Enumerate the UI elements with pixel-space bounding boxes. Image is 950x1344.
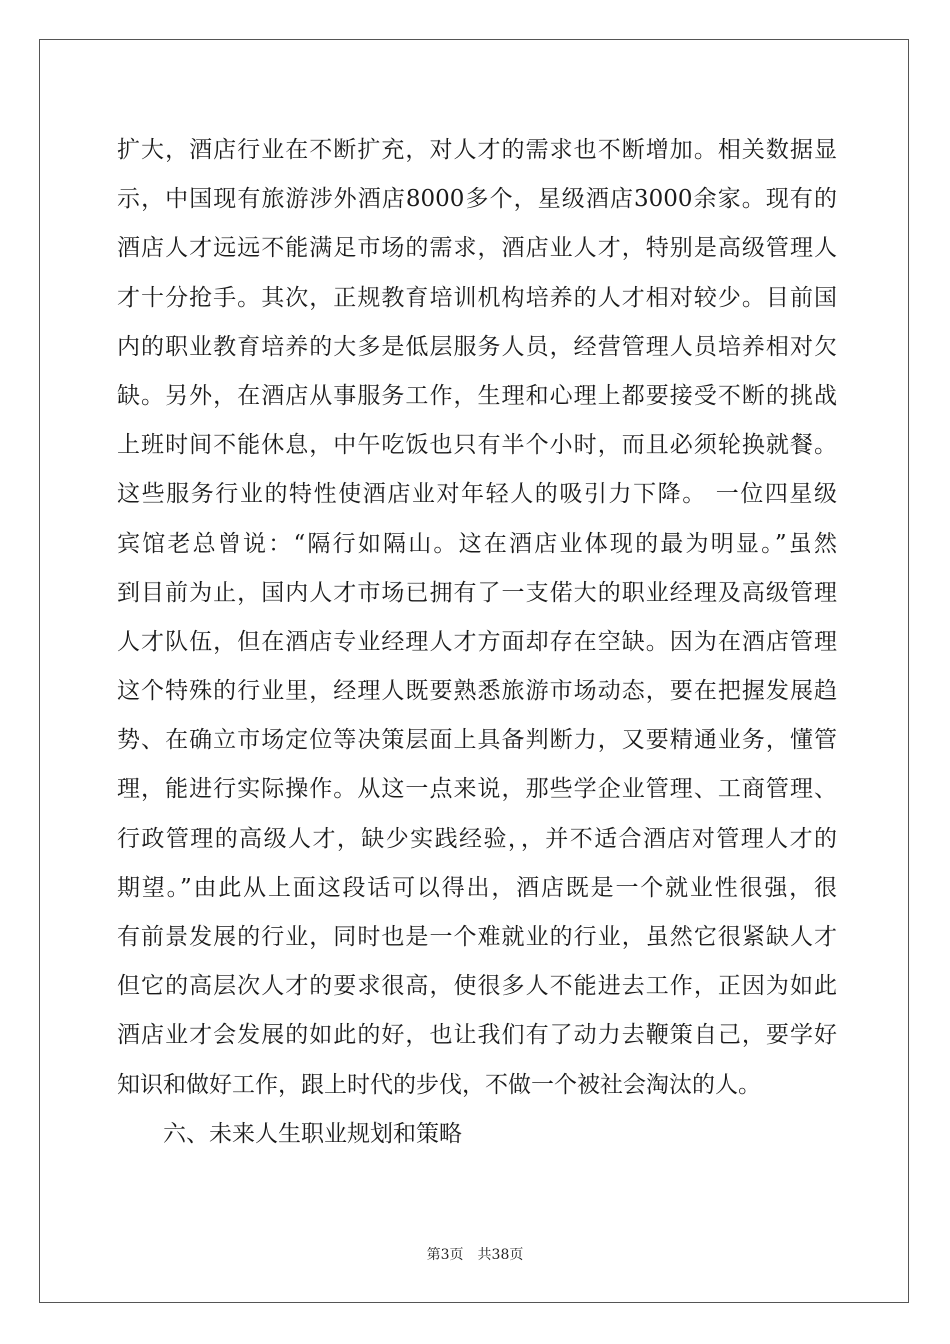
text-line: 酒店业才会发展的如此的好，也让我们有了动力去鞭策自己，要学好 [117,1022,837,1049]
text-line: 期望。”由此从上面这段话可以得出，酒店既是一个就业性很强，很 [117,874,837,901]
text-line: 上班时间不能休息，中午吃饭也只有半个小时，而且必须轮换就餐。 [117,432,837,459]
text-line: 理，能进行实际操作。从这一点来说，那些学企业管理、工商管理、 [117,776,837,803]
text-line-last: 知识和做好工作，跟上时代的步伐，不做一个被社会淘汰的人。 [117,1071,761,1098]
page-number-footer: 第3页 共38页 [426,1247,524,1263]
text-line: 才十分抢手。其次，正规教育培训机构培养的人才相对较少。目前国 [117,284,837,311]
text-line: 到目前为止，国内人才市场已拥有了一支偌大的职业经理及高级管理 [117,579,837,606]
text-line: 人才队伍，但在酒店专业经理人才方面却存在空缺。因为在酒店管理 [117,628,837,655]
text-line: 扩大，酒店行业在不断扩充，对人才的需求也不断增加。相关数据显 [117,137,837,163]
text-line: 内的职业教育培养的大多是低层服务人员，经营管理人员培养相对欠 [117,333,837,360]
text-line: 宾馆老总曾说：“隔行如隔山。这在酒店业体现的最为明显。”虽然 [117,530,837,557]
document-body [117,126,837,1159]
text-line: 这个特殊的行业里，经理人既要熟悉旅游市场动态，要在把握发展趋 [117,678,837,705]
text-line: 示，中国现有旅游涉外酒店8000多个，星级酒店3000余家。现有的 [117,186,837,213]
text-line: 缺。另外，在酒店从事服务工作，生理和心理上都要接受不断的挑战 [117,382,837,409]
text-line: 但它的高层次人才的要求很高，使很多人不能进去工作，正因为如此 [117,973,837,1000]
text-line: 势、在确立市场定位等决策层面上具备判断力，又要精通业务，懂管 [117,727,837,754]
text-line: 这些服务行业的特性使酒店业对年轻人的吸引力下降。 一位四星级 [117,481,837,508]
text-line: 行政管理的高级人才，缺少实践经验，，并不适合酒店对管理人才的 [117,825,837,852]
section-heading: 六、未来人生职业规划和策略 [163,1120,462,1147]
text-line: 有前景发展的行业，同时也是一个难就业的行业，虽然它很紧缺人才 [117,924,837,950]
text-line: 酒店人才远远不能满足市场的需求，酒店业人才，特别是高级管理人 [117,235,837,262]
